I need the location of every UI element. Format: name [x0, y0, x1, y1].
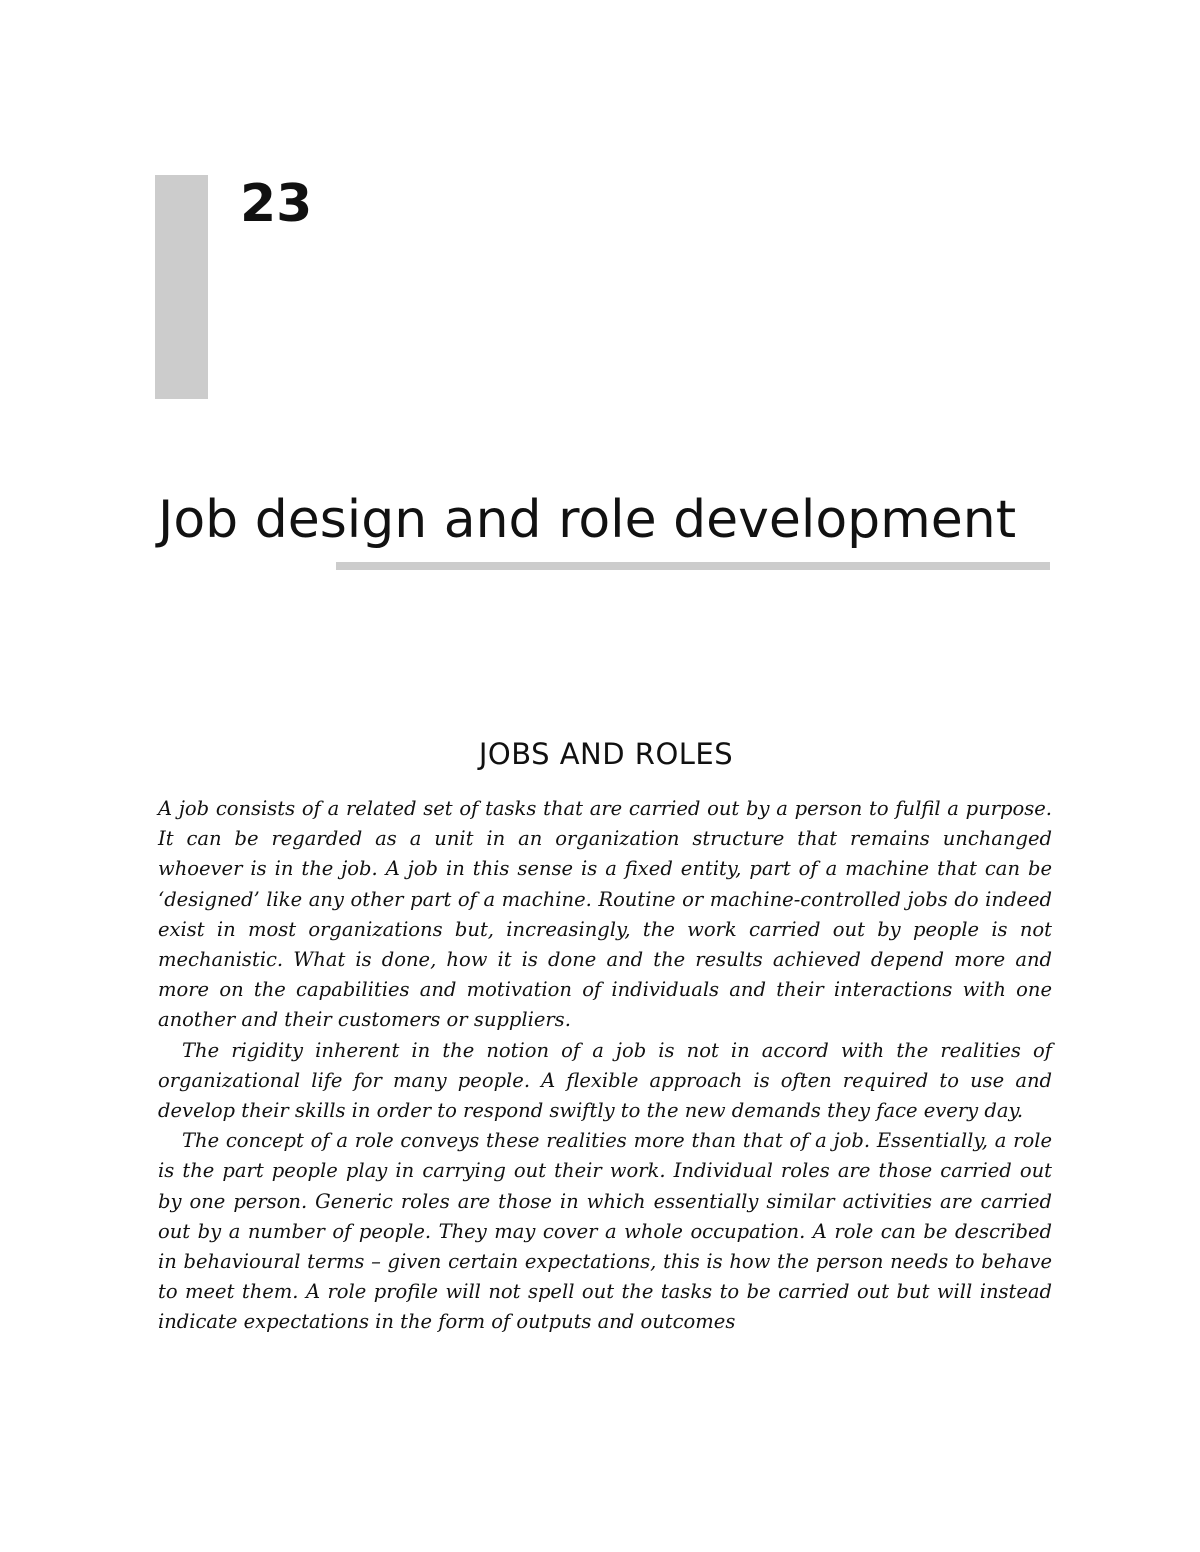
chapter-marker-bar [155, 175, 208, 399]
body-text [158, 794, 1052, 1338]
title-rule [336, 562, 1050, 570]
paragraph-1: A job consists of a related set of tasks that are carried out by a person to fulfil a purpose. It can be regarded as a unit in an organization structure that remains unchanged whoever is in the job. A job in this sense is a fixed entity, part of a machine that can be ‘designed’ like any other part of a machine. Routine or machine-controlled jobs do indeed exist in most organizations but, increasingly, the work carried out by people is not mechanistic. What is done, how it is done and the results achieved depend more and more on the capabilities and motivation of individuals and their interactions with one another and their customers or suppliers. [158, 797, 1052, 1032]
section-heading: JOBS AND ROLES [478, 737, 734, 771]
chapter-title: Job design and role development [158, 490, 1017, 550]
paragraph-2: The rigidity inherent in the notion of a job is not in accord with the realities of organizational life for many people. A flexible approach is often required to use and develop their skills in order to respond swiftly to the new demands they face every day. [158, 1038, 1052, 1123]
chapter-number: 23 [240, 174, 313, 234]
paragraph-3: The concept of a role conveys these realities more than that of a job. Essentially, a role is the part people play in carrying out their work. Individual roles are those carried out by one person. Generic roles are those in which essentially similar activities are carried out by a number of people. They may cover a whole occupation. A role can be described in behavioural terms – given certain expectations, this is how the person needs to behave to meet them. A role profile will not spell out the tasks to be carried out but will instead indicate expectations in the form of outputs and outcomes [158, 1129, 1052, 1334]
